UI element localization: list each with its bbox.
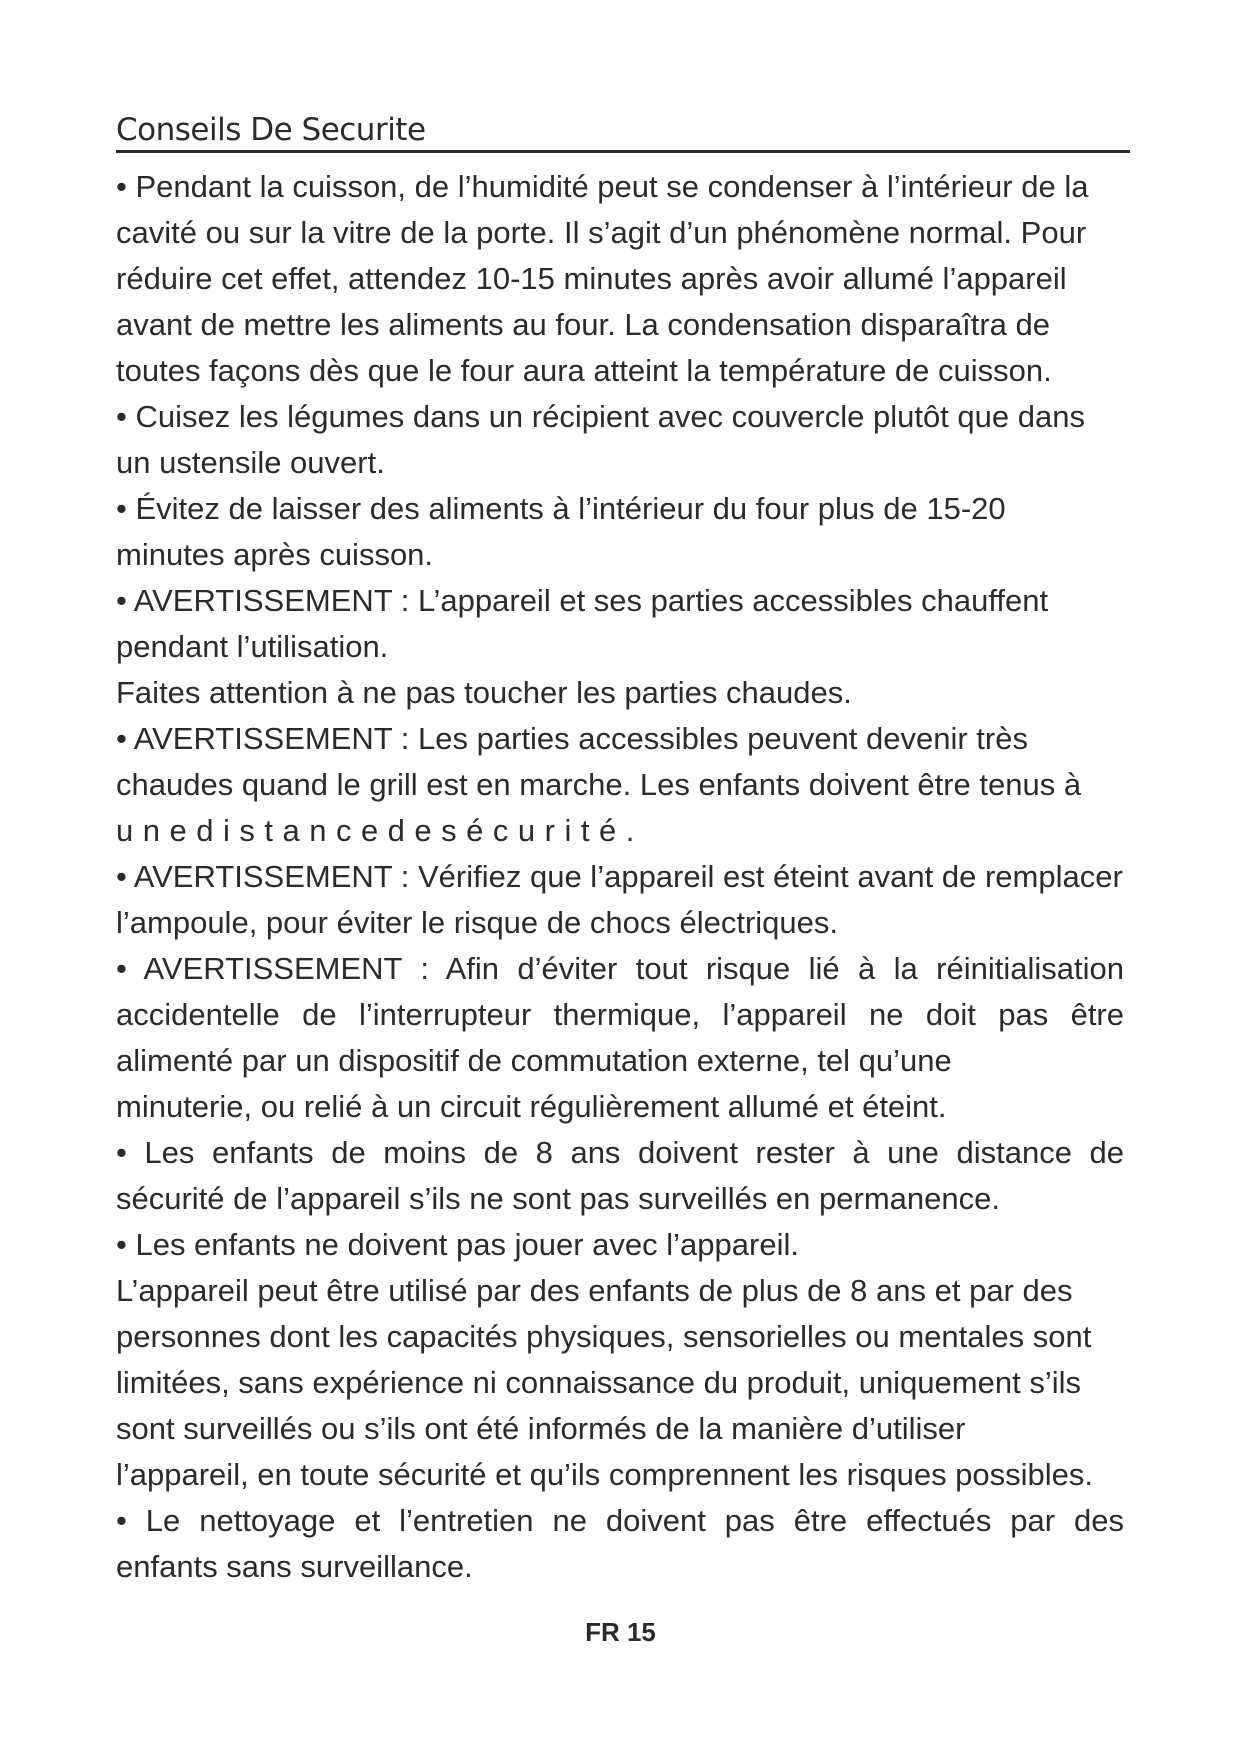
text-line: enfants sans surveillance. bbox=[116, 1549, 473, 1584]
text-line: • Le nettoyage et l’entretien ne doivent pas être effectués par des bbox=[116, 1503, 1124, 1538]
section-header bbox=[116, 110, 1130, 153]
text-line: Faites attention à ne pas toucher les parties chaudes. bbox=[116, 675, 852, 710]
text-line: L’appareil peut être utilisé par des enfants de plus de 8 ans et par des bbox=[116, 1273, 1073, 1308]
section-title: Conseils De Securite bbox=[116, 112, 426, 148]
page-number: FR 15 bbox=[585, 1617, 656, 1647]
text-line: limitées, sans expérience ni connaissance du produit, uniquement s’ils bbox=[116, 1365, 1081, 1400]
text-line: • AVERTISSEMENT : L’appareil et ses parties accessibles chauffent bbox=[116, 583, 1049, 618]
text-line: toutes façons dès que le four aura atteint la température de cuisson. bbox=[116, 353, 1052, 388]
text-line: minutes après cuisson. bbox=[116, 537, 434, 572]
text-line: sont surveillés ou s’ils ont été informés de la manière d’utiliser bbox=[116, 1411, 966, 1446]
text-line: • Pendant la cuisson, de l’humidité peut se condenser à l’intérieur de la bbox=[116, 169, 1089, 204]
text-line: alimenté par un dispositif de commutation externe, tel qu’une bbox=[116, 1043, 952, 1078]
text-line: • Cuisez les légumes dans un récipient avec couvercle plutôt que dans bbox=[116, 399, 1085, 434]
text-line: chaudes quand le grill est en marche. Les enfants doivent être tenus à bbox=[116, 767, 1082, 802]
text-line: pendant l’utilisation. bbox=[116, 629, 389, 664]
text-line: un ustensile ouvert. bbox=[116, 445, 385, 480]
text-line: l’ampoule, pour éviter le risque de chocs électriques. bbox=[116, 905, 838, 940]
text-line: avant de mettre les aliments au four. La condensation disparaîtra de bbox=[116, 307, 1051, 342]
text-line: • Les enfants de moins de 8 ans doivent rester à une distance de bbox=[116, 1135, 1124, 1170]
text-line: • Évitez de laisser des aliments à l’intérieur du four plus de 15-20 bbox=[116, 491, 1006, 526]
text-line: minuterie, ou relié à un circuit régulièrement allumé et éteint. bbox=[116, 1089, 947, 1124]
text-line: cavité ou sur la vitre de la porte. Il s’agit d’un phénomène normal. Pour bbox=[116, 215, 1087, 250]
text-line: • AVERTISSEMENT : Afin d’éviter tout risque lié à la réinitialisation bbox=[116, 951, 1124, 986]
text-line: sécurité de l’appareil s’ils ne sont pas surveillés en permanence. bbox=[116, 1181, 1000, 1216]
text-line: • AVERTISSEMENT : Vérifiez que l’appareil est éteint avant de remplacer bbox=[116, 859, 1123, 894]
text-line: • Les enfants ne doivent pas jouer avec l’appareil. bbox=[116, 1227, 799, 1262]
text-line: • AVERTISSEMENT : Les parties accessibles peuvent devenir très bbox=[116, 721, 1028, 756]
text-line: personnes dont les capacités physiques, sensorielles ou mentales sont bbox=[116, 1319, 1092, 1354]
safety-instructions-body bbox=[116, 164, 1140, 1590]
text-line: l’appareil, en toute sécurité et qu’ils comprennent les risques possibles. bbox=[116, 1457, 1094, 1492]
text-line: unedistancedesécurité. bbox=[116, 813, 644, 848]
text-line: réduire cet effet, attendez 10-15 minutes après avoir allumé l’appareil bbox=[116, 261, 1067, 296]
text-line: accidentelle de l’interrupteur thermique, l’appareil ne doit pas être bbox=[116, 997, 1124, 1032]
